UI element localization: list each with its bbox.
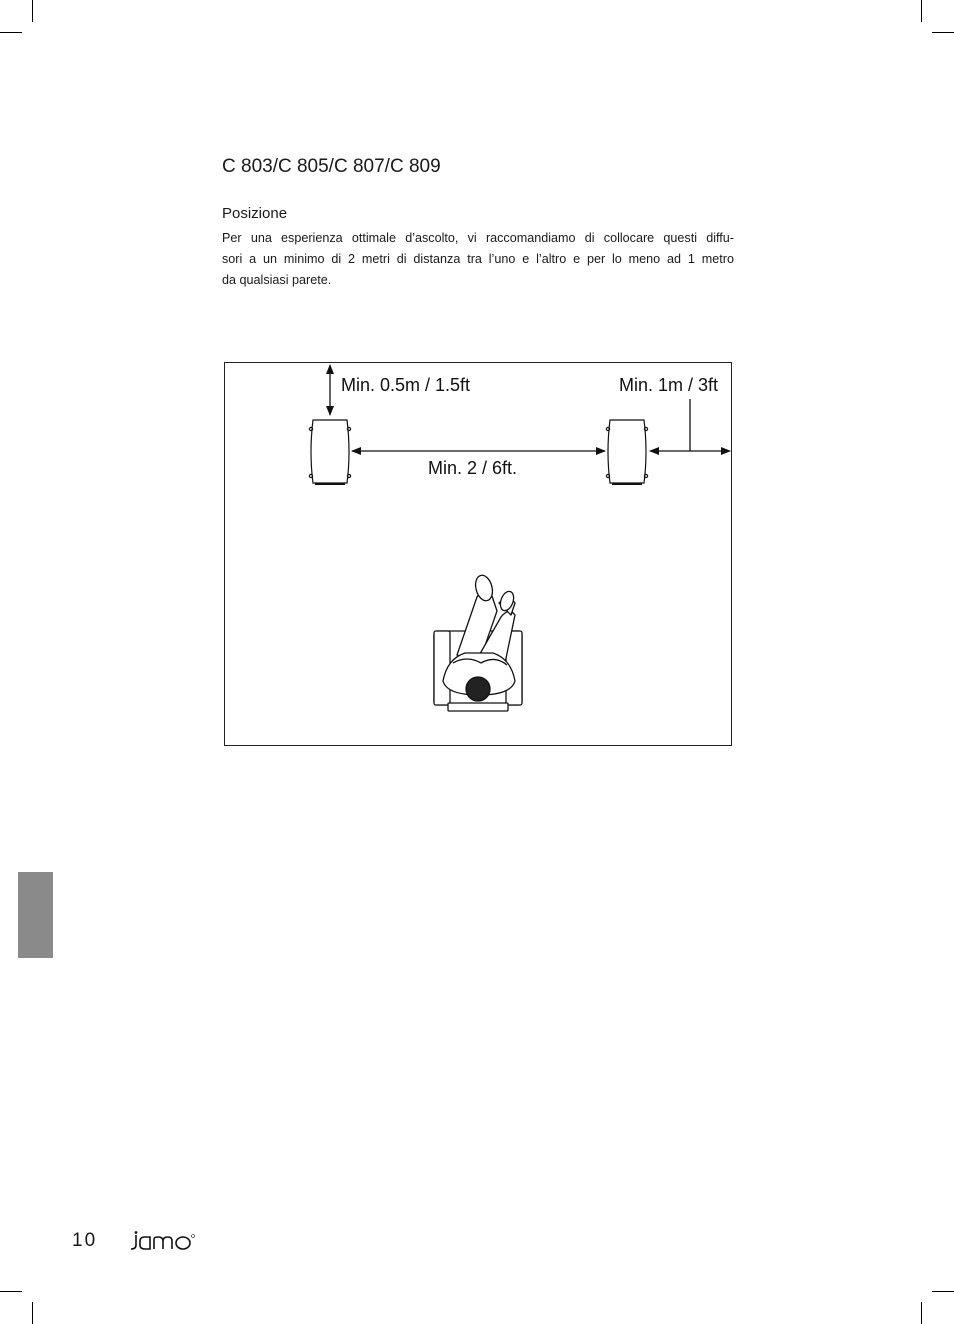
jamo-logo-icon [130,1231,208,1251]
crop-mark-top-left-v [32,0,33,22]
crop-mark-top-left-h [0,32,22,33]
page-title: C 803/C 805/C 807/C 809 [222,156,441,177]
crop-mark-top-right-h [932,32,954,33]
body-line: da qualsiasi parete. [222,273,332,287]
listener-armchair-icon [434,573,522,711]
language-side-tab [18,872,53,958]
page-number: 10 [72,1230,98,1251]
body-line: Per una esperienza ottimale d’ascolto, vi raccomandiamo di collocare questi diffu- [222,231,734,245]
crop-mark-bottom-left-v [32,1302,33,1324]
right-speaker-icon [606,420,647,484]
wall-distance-label: Min. 0.5m / 1.5ft [341,375,471,395]
section-heading: Posizione [222,205,288,222]
crop-mark-bottom-right-h [932,1291,954,1292]
crop-mark-top-right-v [921,0,922,22]
jamo-logo [130,1231,208,1256]
side-distance-label: Min. 1m / 3ft [619,375,719,395]
body-paragraph [222,228,734,291]
placement-diagram [224,362,732,746]
crop-mark-bottom-left-h [0,1291,22,1292]
body-line: sori a un minimo di 2 metri di distanza tra l’uno e l’altro e per lo meno ad 1 metro [222,252,734,266]
left-speaker-icon [309,420,350,484]
speaker-distance-label: Min. 2 / 6ft. [428,458,518,478]
placement-diagram-drawing [225,363,731,745]
crop-mark-bottom-right-v [921,1302,922,1324]
